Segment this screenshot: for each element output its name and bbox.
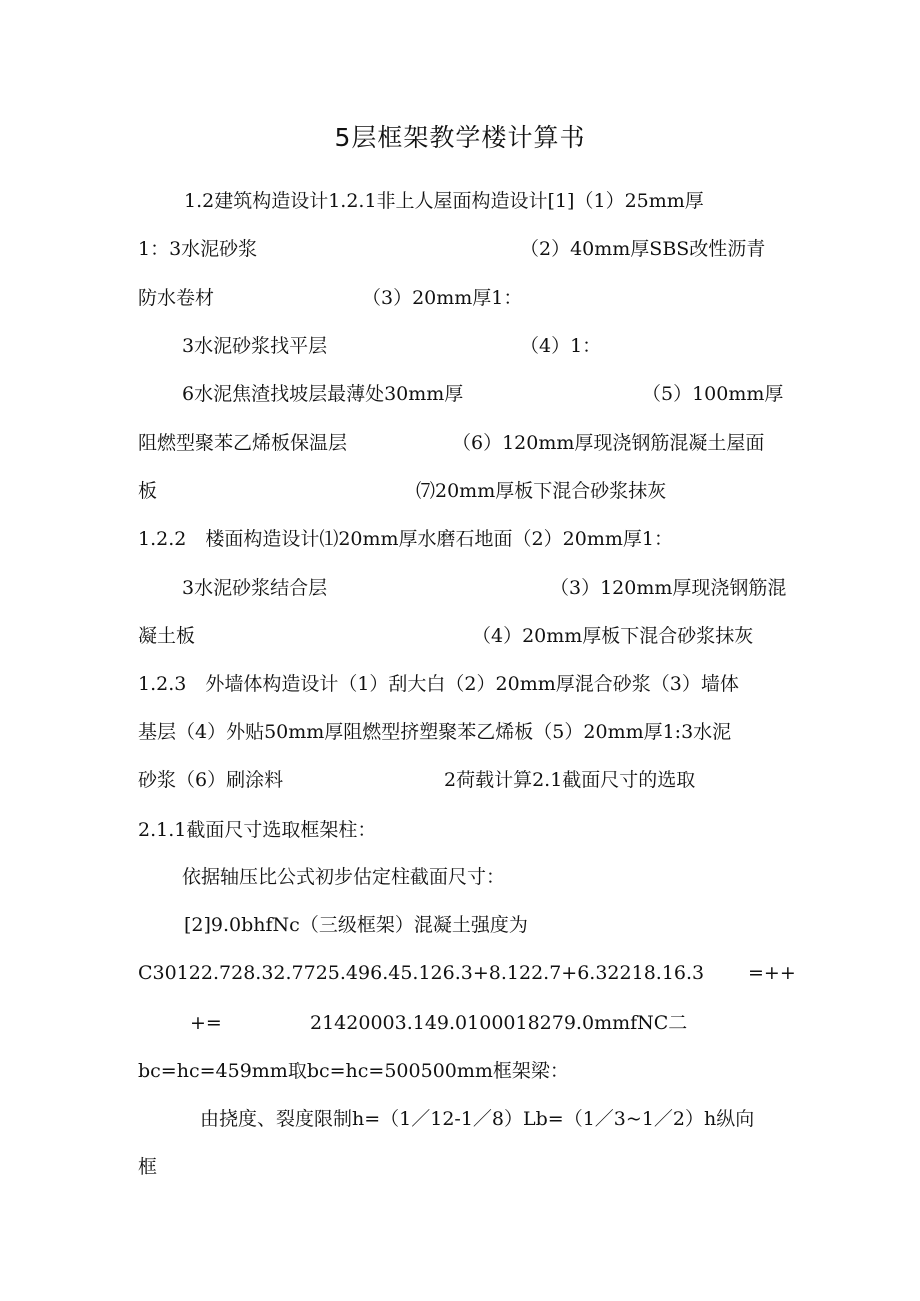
text-segment: 依据轴压比公式初步估定柱截面尺寸：	[182, 866, 506, 888]
text-segment: 21420003.149.0100018279.0mmfNC二	[310, 1012, 688, 1034]
text-line	[138, 234, 786, 264]
text-line	[138, 1104, 786, 1134]
text-line	[138, 331, 786, 361]
text-segment: 1.2.3 外墙体构造设计（1）刮大白（2）20mm厚混合砂浆（3）墙体	[138, 673, 739, 695]
text-segment: 框	[138, 1156, 158, 1178]
text-segment: （3）120mm厚现浇钢筋混	[550, 577, 787, 599]
text-segment: （5）100mm厚	[642, 383, 784, 405]
text-segment: 1.2.2 楼面构造设计⑴20mm厚水磨石地面（2）20mm厚1：	[138, 528, 673, 550]
text-segment: 阻燃型聚苯乙烯板保温层	[138, 432, 348, 454]
text-segment: （2）40mm厚SBS改性沥青	[520, 238, 766, 260]
text-segment: 砂浆（6）刷涂料	[138, 769, 284, 791]
text-segment: =++	[748, 962, 796, 984]
text-segment: （6）120mm厚现浇钢筋混凝土屋面	[452, 432, 765, 454]
text-segment: 2.1.1截面尺寸选取框架柱：	[138, 819, 377, 841]
text-segment: [2]9.0bhfNc（三级框架）混凝土强度为	[184, 914, 528, 936]
text-segment: 凝土板	[138, 625, 196, 647]
text-segment: 板	[138, 480, 158, 502]
text-segment: 由挠度、裂度限制h=（1／12-1／8）Lb=（1／3~1／2）h纵向	[200, 1108, 755, 1130]
text-line	[138, 524, 786, 554]
text-segment: 1：3水泥砂浆	[138, 238, 258, 260]
text-segment: C30122.728.32.7725.496.45.126.3+8.122.7+6.32218.16.3	[138, 962, 705, 984]
text-segment: （3）20mm厚1：	[362, 287, 523, 309]
text-segment: 防水卷材	[138, 287, 215, 309]
text-segment: +=	[190, 1012, 222, 1034]
text-segment: 6水泥焦渣找坡层最薄处30mm厚	[182, 383, 464, 405]
text-line	[138, 186, 786, 216]
text-segment: （4）1：	[520, 335, 602, 357]
text-line	[138, 910, 786, 940]
text-line	[138, 862, 786, 892]
text-segment: bc=hc=459mm取bc=hc=500500mm框架梁：	[138, 1060, 569, 1082]
text-segment: （4）20mm厚板下混合砂浆抹灰	[472, 625, 754, 647]
text-line	[138, 621, 786, 651]
text-line	[138, 1008, 786, 1038]
page-title: 5层框架教学楼计算书	[334, 123, 586, 152]
text-line	[138, 1152, 786, 1182]
text-line	[138, 765, 786, 795]
text-segment: 2荷载计算2.1截面尺寸的选取	[444, 769, 696, 791]
text-line	[138, 573, 786, 603]
text-segment: 3水泥砂浆结合层	[182, 577, 328, 599]
text-segment: 基层（4）外贴50mm厚阻燃型挤塑聚苯乙烯板（5）20mm厚1:3水泥	[138, 721, 732, 743]
text-line	[138, 428, 786, 458]
text-line	[138, 283, 786, 313]
text-line	[138, 958, 796, 988]
text-line	[138, 379, 786, 409]
text-segment: 3水泥砂浆找平层	[182, 335, 328, 357]
text-line	[138, 717, 786, 747]
text-line	[138, 1056, 786, 1086]
text-segment: 1.2建筑构造设计1.2.1非上人屋面构造设计[1]（1）25mm厚	[184, 190, 704, 212]
text-line	[138, 815, 786, 845]
text-line	[138, 476, 786, 506]
text-segment: ⑺20mm厚板下混合砂浆抹灰	[416, 480, 667, 502]
text-line	[138, 669, 786, 699]
